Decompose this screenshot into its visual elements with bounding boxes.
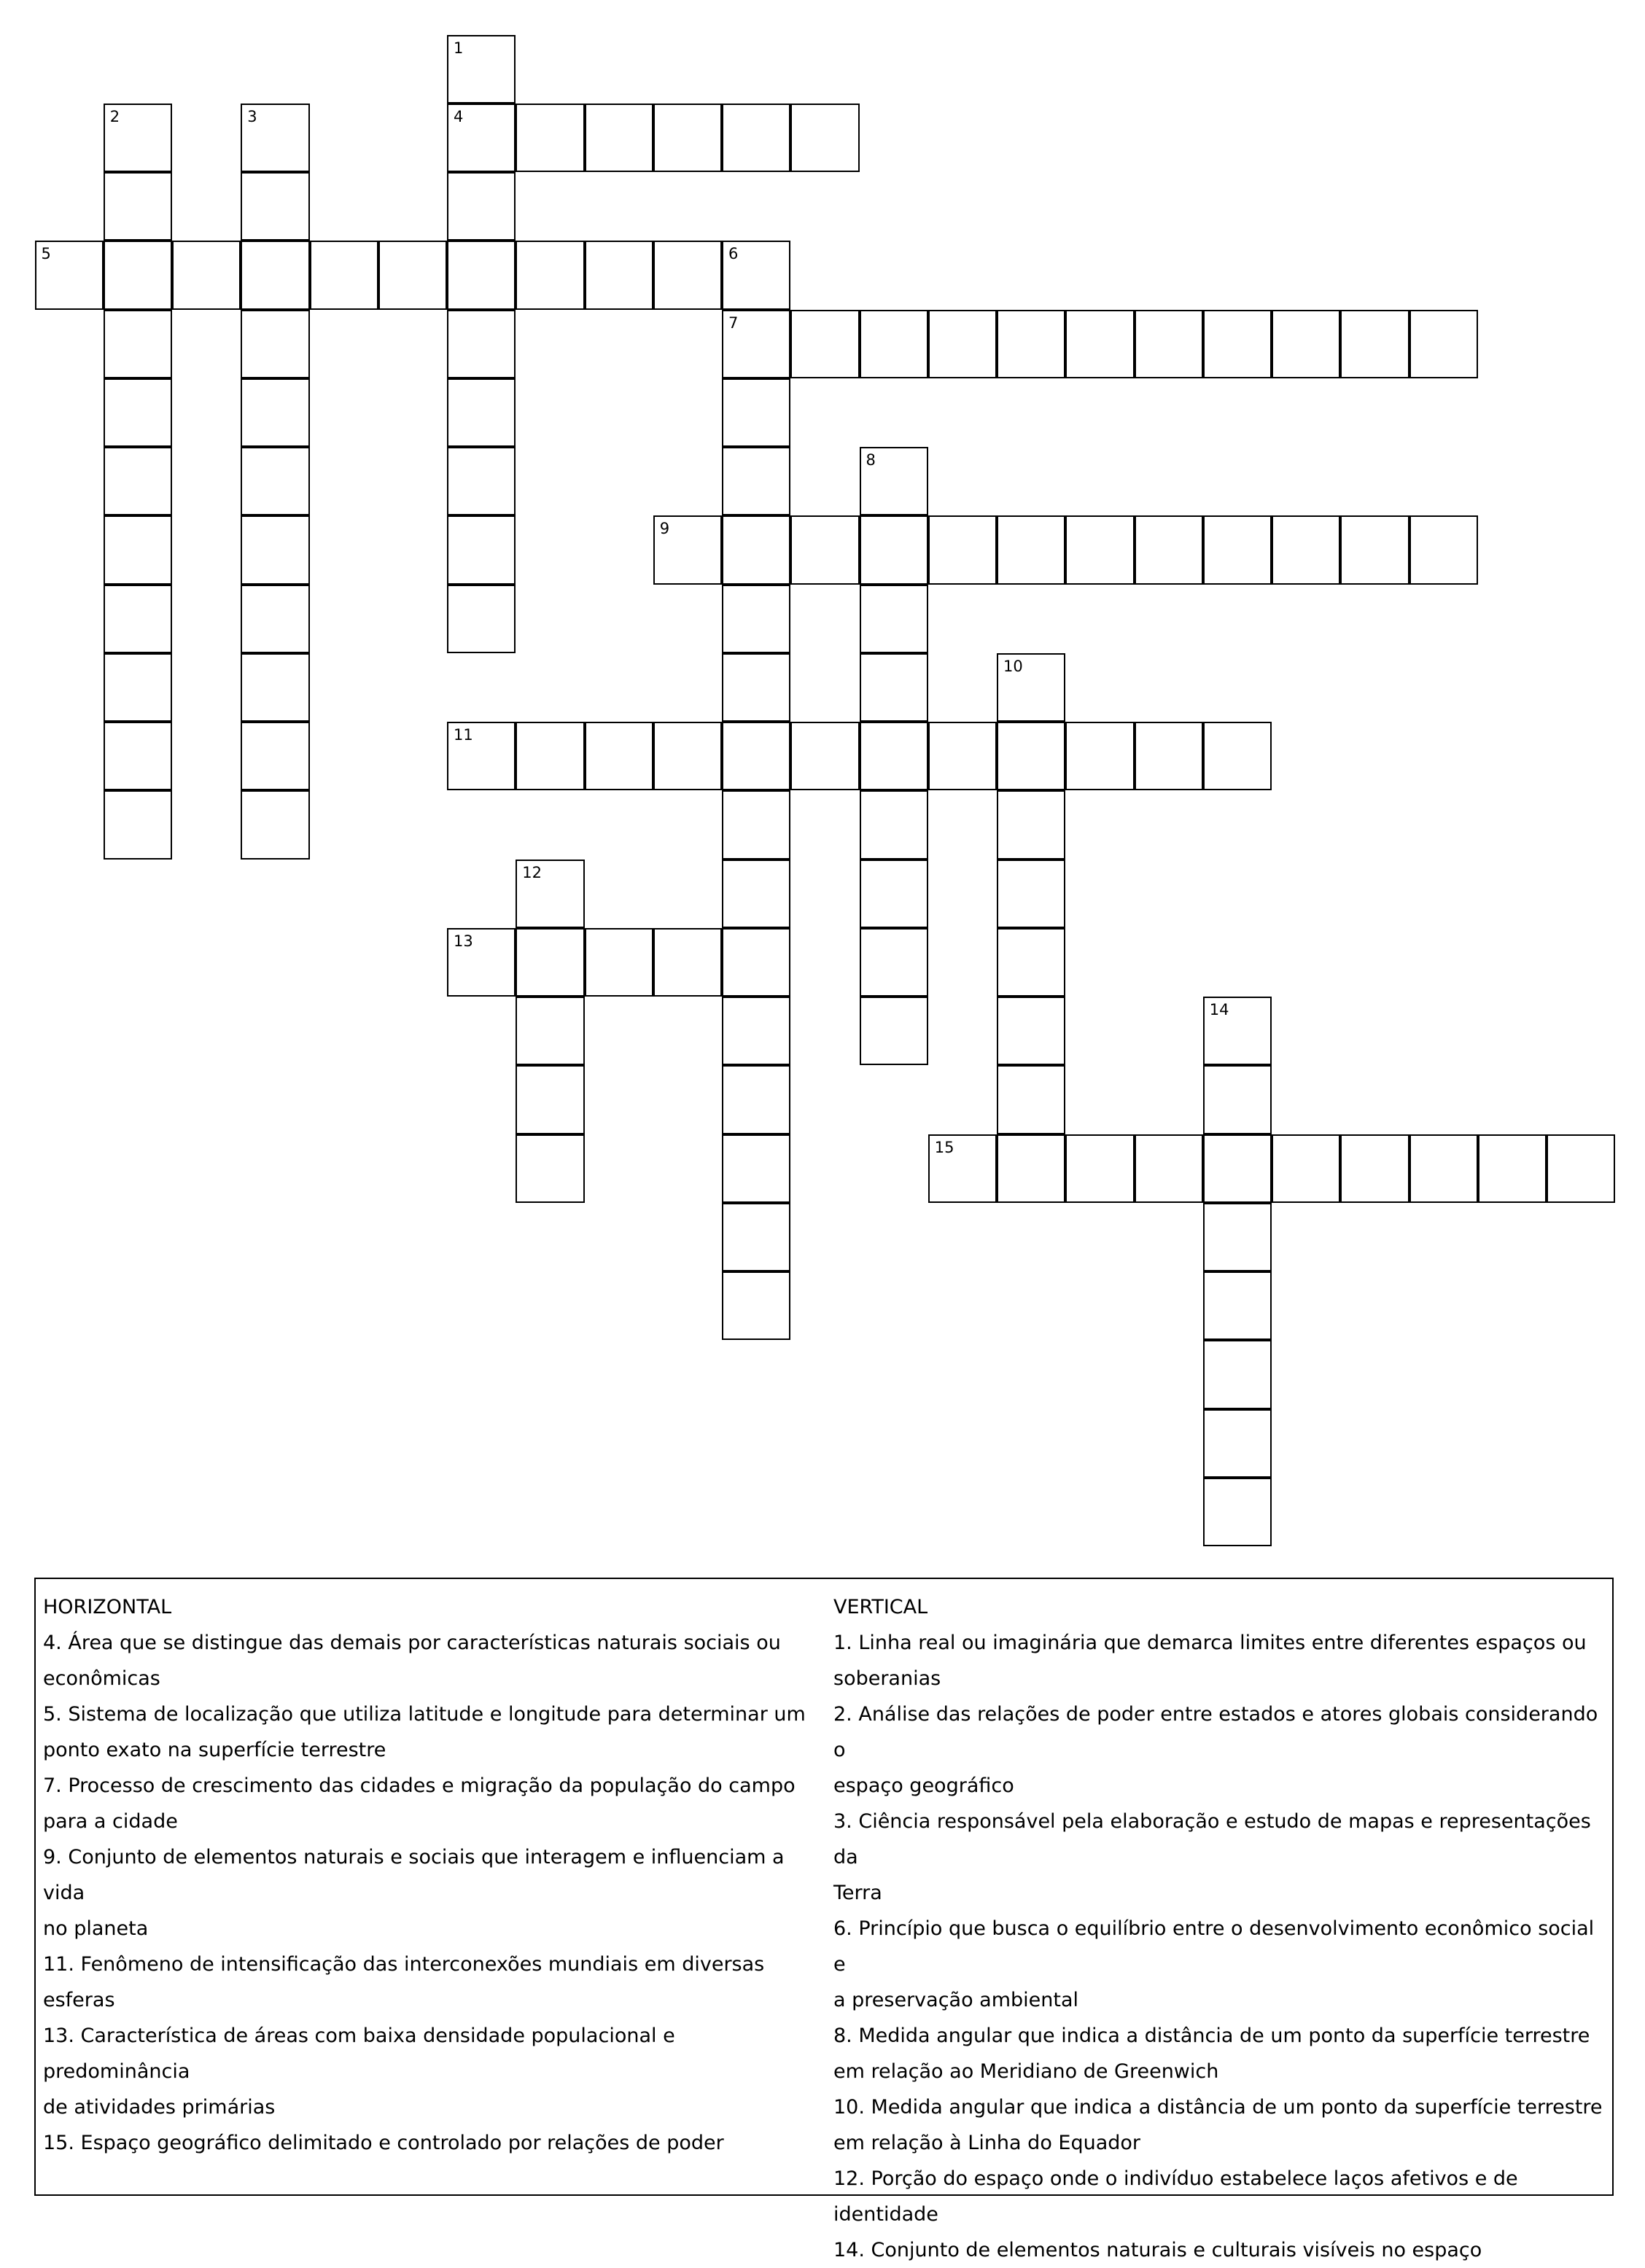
crossword-cell[interactable]: [104, 241, 172, 309]
crossword-cell[interactable]: [860, 515, 928, 584]
crossword-cell[interactable]: [104, 378, 172, 447]
clue-line: em relação ao Meridiano de Greenwich: [833, 2060, 1219, 2083]
crossword-cell[interactable]: [860, 722, 928, 790]
clue-line: 12. Porção do espaço onde o indivíduo estabelece laços afetivos e de: [833, 2167, 1518, 2190]
clue-line: 13. Característica de áreas com baixa densidade populacional e predominância: [43, 2025, 675, 2083]
crossword-cell[interactable]: [1065, 310, 1134, 378]
clue-line: esferas: [43, 1989, 115, 2011]
crossword-cell[interactable]: [241, 172, 309, 241]
crossword-cell[interactable]: [516, 997, 584, 1065]
crossword-cell[interactable]: [860, 585, 928, 653]
clue-line: espaço geográfico: [833, 1774, 1014, 1797]
clue-number: 7: [728, 313, 739, 332]
clue-line: de atividades primárias: [43, 2096, 276, 2119]
clue-number: 13: [454, 932, 473, 950]
vertical-clues: [833, 1589, 1609, 2268]
crossword-cell[interactable]: [516, 722, 584, 790]
crossword-cell[interactable]: [241, 310, 309, 378]
crossword-cell[interactable]: [104, 515, 172, 584]
crossword-cell[interactable]: [1409, 515, 1478, 584]
clue-line: 1. Linha real ou imaginária que demarca limites entre diferentes espaços ou: [833, 1632, 1587, 1654]
crossword-cell[interactable]: [1135, 722, 1203, 790]
crossword-cell[interactable]: [1203, 1271, 1272, 1340]
crossword-cell[interactable]: [104, 722, 172, 790]
clue-number: 8: [866, 451, 876, 469]
crossword-cell[interactable]: [653, 104, 722, 172]
crossword-cell[interactable]: [722, 1203, 790, 1271]
crossword-cell[interactable]: [722, 378, 790, 447]
crossword-cell[interactable]: [653, 722, 722, 790]
crossword-cell[interactable]: [997, 310, 1065, 378]
crossword-cell[interactable]: [860, 860, 928, 928]
crossword-cell[interactable]: [722, 997, 790, 1065]
crossword-cell[interactable]: [997, 1065, 1065, 1134]
crossword-cell[interactable]: [1340, 1134, 1409, 1203]
crossword-cell[interactable]: [722, 722, 790, 790]
crossword-cell[interactable]: [241, 104, 309, 172]
clue-number: 3: [247, 107, 257, 125]
crossword-cell[interactable]: [447, 310, 516, 378]
crossword-cell[interactable]: [585, 722, 653, 790]
crossword-cell[interactable]: [1272, 515, 1340, 584]
crossword-cell[interactable]: [1065, 1134, 1134, 1203]
crossword-cell[interactable]: [997, 722, 1065, 790]
crossword-cell[interactable]: [722, 928, 790, 997]
clue-line: 2. Análise das relações de poder entre estados e atores globais considerando o: [833, 1703, 1598, 1761]
crossword-cell[interactable]: [722, 653, 790, 722]
crossword-cell[interactable]: [997, 653, 1065, 722]
clue-number: 14: [1209, 1001, 1229, 1018]
crossword-cell[interactable]: [722, 310, 790, 378]
crossword-cell[interactable]: [1203, 1134, 1272, 1203]
crossword-cell[interactable]: [722, 1134, 790, 1203]
crossword-cell[interactable]: [722, 515, 790, 584]
crossword-cell[interactable]: [104, 653, 172, 722]
crossword-cell[interactable]: [928, 515, 997, 584]
crossword-cell[interactable]: [104, 585, 172, 653]
crossword-cell[interactable]: [1135, 1134, 1203, 1203]
crossword-cell[interactable]: [1272, 1134, 1340, 1203]
clue-number: 4: [454, 107, 464, 125]
clue-line: em relação à Linha do Equador: [833, 2132, 1141, 2154]
crossword-cell[interactable]: [653, 928, 722, 997]
crossword-cell[interactable]: [997, 1134, 1065, 1203]
crossword-cell[interactable]: [860, 447, 928, 515]
clue-line: 10. Medida angular que indica a distância de um ponto da superfície terrestre: [833, 2096, 1603, 2119]
crossword-cell[interactable]: [722, 1065, 790, 1134]
crossword-cell[interactable]: [1203, 1340, 1272, 1408]
crossword-cell[interactable]: [1409, 1134, 1478, 1203]
clue-number: 12: [522, 863, 542, 881]
crossword-cell[interactable]: [997, 928, 1065, 997]
crossword-cell[interactable]: [447, 722, 516, 790]
crossword-cell[interactable]: [722, 860, 790, 928]
crossword-cell[interactable]: [447, 515, 516, 584]
crossword-cell[interactable]: [241, 790, 309, 859]
crossword-cell[interactable]: [722, 585, 790, 653]
crossword-cell[interactable]: [653, 241, 722, 309]
clue-number: 6: [728, 245, 739, 263]
clue-line: 3. Ciência responsável pela elaboração e estudo de mapas e representações da: [833, 1810, 1591, 1868]
crossword-cell[interactable]: [997, 860, 1065, 928]
crossword-cell[interactable]: [997, 515, 1065, 584]
crossword-cell[interactable]: [1272, 310, 1340, 378]
crossword-cell[interactable]: [241, 378, 309, 447]
clue-line: a preservação ambiental: [833, 1989, 1079, 2011]
crossword-cell[interactable]: [1478, 1134, 1547, 1203]
crossword-cell[interactable]: [104, 104, 172, 172]
crossword-cell[interactable]: [104, 310, 172, 378]
crossword-cell[interactable]: [1340, 310, 1409, 378]
crossword-cell[interactable]: [790, 104, 859, 172]
clue-line: 5. Sistema de localização que utiliza latitude e longitude para determinar um: [43, 1703, 806, 1726]
crossword-cell[interactable]: [516, 860, 584, 928]
crossword-cell[interactable]: [1409, 310, 1478, 378]
clue-number: 2: [109, 107, 120, 125]
crossword-cell[interactable]: [722, 241, 790, 309]
crossword-cell[interactable]: [241, 241, 309, 309]
crossword-cell[interactable]: [928, 722, 997, 790]
crossword-cell[interactable]: [1203, 997, 1272, 1065]
crossword-cell[interactable]: [585, 104, 653, 172]
clue-line: 14. Conjunto de elementos naturais e culturais visíveis no espaço: [833, 2239, 1482, 2261]
clues-panel: [34, 1578, 1614, 2261]
crossword-cell[interactable]: [1203, 1065, 1272, 1134]
clue-line: soberanias: [833, 1667, 941, 1690]
crossword-cell[interactable]: [447, 378, 516, 447]
crossword-cell[interactable]: [447, 447, 516, 515]
crossword-cell[interactable]: [928, 310, 997, 378]
crossword-cell[interactable]: [790, 722, 859, 790]
clue-number: 1: [454, 39, 464, 57]
clue-line: 7. Processo de crescimento das cidades e migração da população do campo: [43, 1774, 796, 1797]
crossword-cell[interactable]: [241, 653, 309, 722]
crossword-cell[interactable]: [516, 241, 584, 309]
clue-number: 10: [1003, 657, 1023, 675]
crossword-cell[interactable]: [1203, 1203, 1272, 1271]
crossword-cell[interactable]: [516, 104, 584, 172]
crossword-cell[interactable]: [310, 241, 378, 309]
vertical-title: VERTICAL: [833, 1596, 928, 1618]
crossword-cell[interactable]: [241, 585, 309, 653]
crossword-cell[interactable]: [104, 172, 172, 241]
clue-line: econômicas: [43, 1667, 160, 1690]
crossword-cell[interactable]: [790, 310, 859, 378]
crossword-cell[interactable]: [928, 1134, 997, 1203]
crossword-cell[interactable]: [997, 997, 1065, 1065]
crossword-cell[interactable]: [1203, 1478, 1272, 1546]
crossword-cell[interactable]: [516, 928, 584, 997]
clue-line: identidade: [833, 2203, 938, 2226]
crossword-cell[interactable]: [1203, 310, 1272, 378]
horizontal-title: HORIZONTAL: [43, 1596, 172, 1618]
horizontal-clues: [43, 1589, 823, 2161]
crossword-cell[interactable]: [1135, 310, 1203, 378]
crossword-cell[interactable]: [722, 447, 790, 515]
crossword-cell[interactable]: [860, 997, 928, 1065]
crossword-cell[interactable]: [585, 928, 653, 997]
clue-line: 4. Área que se distingue das demais por características naturais sociais ou: [43, 1632, 781, 1654]
clue-number: 15: [934, 1138, 954, 1156]
crossword-cell[interactable]: [447, 172, 516, 241]
clue-line: Terra: [833, 1882, 882, 1904]
clue-line: 11. Fenômeno de intensificação das interconexões mundiais em diversas: [43, 1953, 765, 1976]
crossword-cell[interactable]: [1065, 722, 1134, 790]
crossword-cell[interactable]: [997, 790, 1065, 859]
crossword-cell[interactable]: [241, 447, 309, 515]
crossword-cell[interactable]: [241, 515, 309, 584]
crossword-cell[interactable]: [241, 722, 309, 790]
clue-number: 11: [454, 726, 473, 744]
crossword-cell[interactable]: [1065, 515, 1134, 584]
crossword-cell[interactable]: [722, 1271, 790, 1340]
crossword-cell[interactable]: [1203, 515, 1272, 584]
crossword-cell[interactable]: [447, 928, 516, 997]
clue-line: 15. Espaço geográfico delimitado e controlado por relações de poder: [43, 2132, 724, 2154]
clue-line: ponto exato na superfície terrestre: [43, 1739, 386, 1761]
crossword-cell[interactable]: [1135, 515, 1203, 584]
crossword-cell[interactable]: [860, 310, 928, 378]
crossword-cell[interactable]: [447, 241, 516, 309]
crossword-cell[interactable]: [722, 104, 790, 172]
crossword-cell[interactable]: [1203, 722, 1272, 790]
crossword-cell[interactable]: [516, 1134, 584, 1203]
crossword-cell[interactable]: [722, 790, 790, 859]
crossword-cell[interactable]: [35, 241, 104, 309]
crossword-cell[interactable]: [585, 241, 653, 309]
clue-line: 8. Medida angular que indica a distância de um ponto da superfície terrestre: [833, 2025, 1590, 2047]
clue-line: 9. Conjunto de elementos naturais e sociais que interagem e influenciam a vida: [43, 1846, 785, 1904]
crossword-cell[interactable]: [653, 515, 722, 584]
crossword-cell[interactable]: [790, 515, 859, 584]
crossword-cell[interactable]: [860, 653, 928, 722]
crossword-cell[interactable]: [447, 35, 516, 104]
crossword-cell[interactable]: [378, 241, 447, 309]
crossword-cell[interactable]: [447, 104, 516, 172]
crossword-cell[interactable]: [104, 447, 172, 515]
clue-line: no planeta: [43, 1917, 149, 1940]
crossword-cell[interactable]: [104, 790, 172, 859]
clue-number: 5: [41, 245, 51, 263]
clue-line: 6. Princípio que busca o equilíbrio entre o desenvolvimento econômico social e: [833, 1917, 1595, 1976]
crossword-cell[interactable]: [1547, 1134, 1615, 1203]
crossword-cell[interactable]: [447, 585, 516, 653]
crossword-cell[interactable]: [1203, 1409, 1272, 1478]
clue-number: 9: [659, 520, 670, 538]
crossword-cell[interactable]: [860, 790, 928, 859]
crossword-cell[interactable]: [516, 1065, 584, 1134]
crossword-cell[interactable]: [172, 241, 241, 309]
clue-line: para a cidade: [43, 1810, 178, 1833]
crossword-cell[interactable]: [1340, 515, 1409, 584]
crossword-cell[interactable]: [860, 928, 928, 997]
